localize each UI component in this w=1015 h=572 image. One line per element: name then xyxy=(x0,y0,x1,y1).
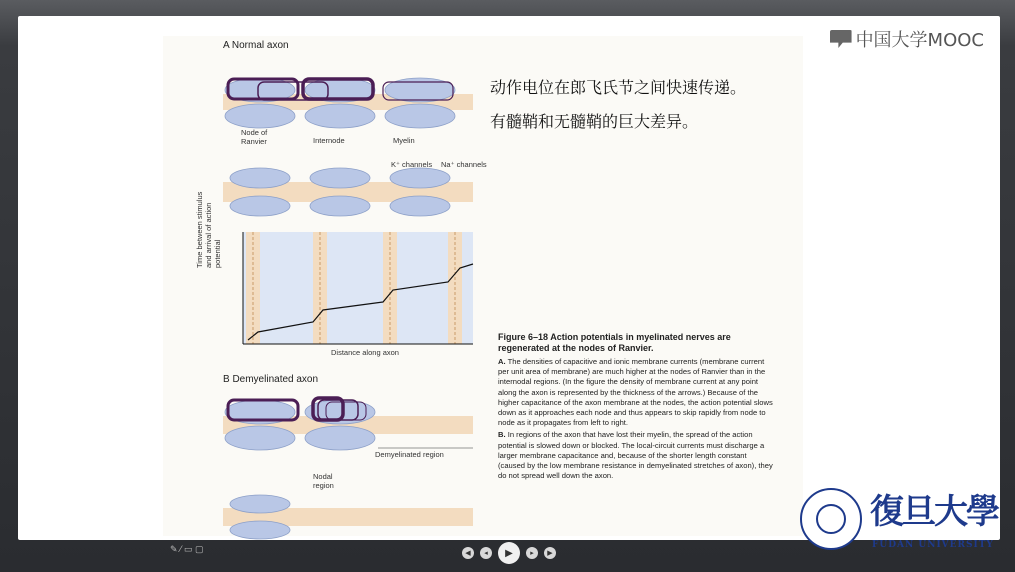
x-axis-label: Distance along axon xyxy=(331,348,399,357)
next-slide-button[interactable]: ▶ xyxy=(544,547,556,559)
mooc-logo-icon xyxy=(830,30,852,48)
fudan-calligraphy: 復旦大學 xyxy=(870,492,998,532)
nodal-region-label: Nodal region xyxy=(313,472,334,490)
forward-button[interactable]: ▸ xyxy=(526,547,538,559)
figure-caption xyxy=(498,332,773,483)
note-line-2: 有髓鞘和无髓鞘的巨大差异。 xyxy=(490,112,699,131)
caption-title: Figure 6–18 Action potentials in myelinated nerves are regenerated at the nodes of Ranvier. xyxy=(498,332,731,353)
player-controls xyxy=(450,541,568,565)
caption-b-text: In regions of the axon that have lost their myelin, the spread of the action potential is slowed down or blocked. The local-circuit currents must discharge a larger membrane capacitance and, because of the shorter length constant (caused by the low membrane resistance in demyelinated stretches of axon), they do not spread well down the axon. xyxy=(498,430,773,481)
fudan-logo xyxy=(800,488,1000,558)
lecture-notes xyxy=(490,76,750,144)
node-label: Node of Ranvier xyxy=(241,128,268,146)
y-axis-label: Time between stimulus and arrival of action potential xyxy=(195,191,222,268)
play-button[interactable]: ▶ xyxy=(498,542,520,564)
caption-a-text: The densities of capacitive and ionic membrane currents (membrane current per unit area of membrane) are much higher at the nodes of Ranvier than in the internodal regions. (In the figure the density of membrane current at any point along the axon is represented by the thickness of the arrows.) Because of the higher capacitance of the axon membrane at the nodes, the action potential slows down as it approaches each node and thus appears to skip rapidly from node to node as it propagates from left to right. xyxy=(498,357,773,428)
slide xyxy=(18,16,1000,554)
k-channels-label: K⁺ channels xyxy=(391,160,433,169)
section-b-label: B Demyelinated axon xyxy=(223,374,319,385)
caption-b-label: B. xyxy=(498,430,506,440)
caption-a-label: A. xyxy=(498,357,506,366)
note-line-1: 动作电位在郎飞氏节之间快速传递。 xyxy=(490,78,747,97)
demyelinated-region-label: Demyelinated region xyxy=(375,450,444,459)
prev-slide-button[interactable]: ◀ xyxy=(462,547,474,559)
myelin-label: Myelin xyxy=(393,136,415,145)
mooc-logo-text: 中国大学MOOC xyxy=(855,30,984,51)
na-channels-label: Na⁺ channels xyxy=(441,160,487,169)
rewind-button[interactable]: ◂ xyxy=(480,547,492,559)
fudan-english-name: FUDAN UNIVERSITY xyxy=(872,540,994,550)
pen-tools-hint: ✎ ⁄ ▭ ▢ xyxy=(170,544,204,554)
section-a-label: A Normal axon xyxy=(223,40,289,51)
fudan-seal-icon xyxy=(800,488,862,550)
internode-label: Internode xyxy=(313,136,345,145)
mooc-logo xyxy=(830,26,984,52)
